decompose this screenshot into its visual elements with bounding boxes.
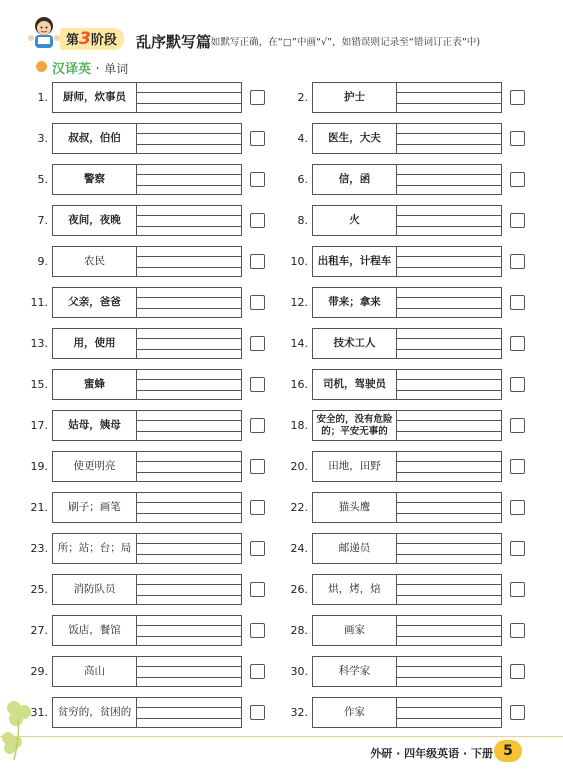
check-box[interactable] bbox=[250, 623, 265, 638]
chinese-word: 饭店，餐馆 bbox=[52, 615, 137, 646]
answer-lines[interactable] bbox=[137, 533, 242, 564]
item-number: 17. bbox=[30, 419, 48, 432]
vocab-item bbox=[22, 492, 282, 524]
answer-lines[interactable] bbox=[137, 246, 242, 277]
item-number: 19. bbox=[30, 460, 48, 473]
check-box[interactable] bbox=[510, 500, 525, 515]
vocab-item bbox=[22, 123, 282, 155]
item-number: 7. bbox=[37, 214, 48, 227]
check-box[interactable] bbox=[510, 418, 525, 433]
answer-lines[interactable] bbox=[397, 656, 502, 687]
chinese-word: 使更明亮 bbox=[52, 451, 137, 482]
student-mascot-icon bbox=[24, 12, 64, 52]
check-box[interactable] bbox=[510, 336, 525, 351]
item-number: 25. bbox=[30, 583, 48, 596]
chinese-word: 叔叔，伯伯 bbox=[52, 123, 137, 154]
stage-number: 3 bbox=[79, 29, 91, 49]
chinese-word: 医生，大夫 bbox=[312, 123, 397, 154]
vocab-item bbox=[282, 451, 542, 483]
chinese-word: 烘，烤，焙 bbox=[312, 574, 397, 605]
answer-lines[interactable] bbox=[397, 492, 502, 523]
item-number: 18. bbox=[290, 419, 308, 432]
vocab-item bbox=[282, 574, 542, 606]
vocab-item bbox=[282, 369, 542, 401]
check-box[interactable] bbox=[510, 459, 525, 474]
page-header bbox=[0, 0, 563, 56]
check-box[interactable] bbox=[510, 664, 525, 679]
chinese-word: 厨师，炊事员 bbox=[52, 82, 137, 113]
check-box[interactable] bbox=[250, 705, 265, 720]
check-box[interactable] bbox=[510, 295, 525, 310]
vocab-item bbox=[22, 451, 282, 483]
chinese-word: 火 bbox=[312, 205, 397, 236]
chinese-word: 农民 bbox=[52, 246, 137, 277]
answer-lines[interactable] bbox=[137, 328, 242, 359]
chinese-word: 护士 bbox=[312, 82, 397, 113]
vocab-item bbox=[282, 533, 542, 565]
item-number: 4. bbox=[297, 132, 308, 145]
vocab-item bbox=[22, 205, 282, 237]
answer-lines[interactable] bbox=[397, 533, 502, 564]
answer-lines[interactable] bbox=[137, 697, 242, 728]
vocab-item bbox=[22, 574, 282, 606]
answer-lines[interactable] bbox=[137, 492, 242, 523]
vocab-item bbox=[22, 533, 282, 565]
vocab-item bbox=[22, 369, 282, 401]
answer-lines[interactable] bbox=[397, 369, 502, 400]
answer-lines[interactable] bbox=[137, 451, 242, 482]
check-box[interactable] bbox=[510, 705, 525, 720]
check-box[interactable] bbox=[510, 582, 525, 597]
item-number: 5. bbox=[37, 173, 48, 186]
check-box[interactable] bbox=[510, 213, 525, 228]
vocab-item bbox=[22, 656, 282, 688]
item-number: 10. bbox=[290, 255, 308, 268]
chinese-word: 刷子；画笔 bbox=[52, 492, 137, 523]
item-number: 20. bbox=[290, 460, 308, 473]
answer-lines[interactable] bbox=[137, 82, 242, 113]
item-number: 29. bbox=[30, 665, 48, 678]
check-box[interactable] bbox=[250, 90, 265, 105]
check-box[interactable] bbox=[250, 213, 265, 228]
chinese-word: 画家 bbox=[312, 615, 397, 646]
check-box[interactable] bbox=[510, 623, 525, 638]
vocab-item bbox=[282, 697, 542, 729]
item-number: 21. bbox=[30, 501, 48, 514]
chinese-word: 猫头鹰 bbox=[312, 492, 397, 523]
subheader-main: 汉译英 bbox=[52, 62, 92, 77]
instructions: (如默写正确，在“□”中画“√”，如错误则记录至“错词订正表”中) bbox=[207, 37, 481, 48]
item-number: 1. bbox=[37, 91, 48, 104]
vocab-item bbox=[22, 328, 282, 360]
chinese-word: 信，函 bbox=[312, 164, 397, 195]
bullet-dot-icon bbox=[36, 61, 47, 72]
check-box[interactable] bbox=[510, 254, 525, 269]
answer-lines[interactable] bbox=[397, 328, 502, 359]
chinese-word: 安全的，没有危险的；平安无事的 bbox=[312, 410, 397, 441]
item-number: 31. bbox=[30, 706, 48, 719]
chinese-word: 贫穷的，贫困的 bbox=[52, 697, 137, 728]
chinese-word: 出租车，计程车 bbox=[312, 246, 397, 277]
chinese-word: 父亲，爸爸 bbox=[52, 287, 137, 318]
answer-lines[interactable] bbox=[397, 123, 502, 154]
vocab-item bbox=[282, 205, 542, 237]
stage-suffix: 阶段 bbox=[90, 33, 117, 48]
item-number: 27. bbox=[30, 624, 48, 637]
check-box[interactable] bbox=[250, 500, 265, 515]
subheader-type: 单词 bbox=[104, 62, 129, 76]
answer-lines[interactable] bbox=[137, 287, 242, 318]
answer-lines[interactable] bbox=[397, 287, 502, 318]
chinese-word: 作家 bbox=[312, 697, 397, 728]
item-number: 9. bbox=[37, 255, 48, 268]
chinese-word: 警察 bbox=[52, 164, 137, 195]
chinese-word: 技术工人 bbox=[312, 328, 397, 359]
vocab-item bbox=[282, 656, 542, 688]
chinese-word: 邮递员 bbox=[312, 533, 397, 564]
answer-lines[interactable] bbox=[397, 164, 502, 195]
chinese-word: 夜间，夜晚 bbox=[52, 205, 137, 236]
item-number: 16. bbox=[290, 378, 308, 391]
item-number: 23. bbox=[30, 542, 48, 555]
vocab-item bbox=[282, 410, 542, 442]
subheader bbox=[36, 58, 236, 76]
answer-lines[interactable] bbox=[137, 123, 242, 154]
vocab-item bbox=[22, 697, 282, 729]
answer-lines[interactable] bbox=[137, 410, 242, 441]
answer-lines[interactable] bbox=[137, 164, 242, 195]
check-box[interactable] bbox=[250, 377, 265, 392]
answer-lines[interactable] bbox=[137, 574, 242, 605]
answer-lines[interactable] bbox=[397, 205, 502, 236]
vocab-item bbox=[282, 246, 542, 278]
check-box[interactable] bbox=[510, 172, 525, 187]
check-box[interactable] bbox=[510, 90, 525, 105]
chinese-word: 所；站；台；局 bbox=[52, 533, 137, 564]
check-box[interactable] bbox=[510, 541, 525, 556]
vocab-item bbox=[282, 615, 542, 647]
item-number: 2. bbox=[297, 91, 308, 104]
answer-lines[interactable] bbox=[397, 410, 502, 441]
check-box[interactable] bbox=[250, 418, 265, 433]
check-box[interactable] bbox=[250, 295, 265, 310]
check-box[interactable] bbox=[250, 541, 265, 556]
item-number: 28. bbox=[290, 624, 308, 637]
chinese-word: 田地，田野 bbox=[312, 451, 397, 482]
answer-lines[interactable] bbox=[397, 615, 502, 646]
check-box[interactable] bbox=[510, 131, 525, 146]
stage-tag bbox=[60, 28, 124, 50]
answer-lines[interactable] bbox=[397, 574, 502, 605]
vocab-item bbox=[282, 328, 542, 360]
chinese-word: 蜜蜂 bbox=[52, 369, 137, 400]
vocab-item bbox=[22, 615, 282, 647]
item-number: 22. bbox=[290, 501, 308, 514]
item-number: 8. bbox=[297, 214, 308, 227]
check-box[interactable] bbox=[510, 377, 525, 392]
item-number: 6. bbox=[297, 173, 308, 186]
check-box[interactable] bbox=[250, 172, 265, 187]
chinese-word: 姑母，姨母 bbox=[52, 410, 137, 441]
check-box[interactable] bbox=[250, 582, 265, 597]
answer-lines[interactable] bbox=[397, 451, 502, 482]
answer-lines[interactable] bbox=[137, 369, 242, 400]
check-box[interactable] bbox=[250, 254, 265, 269]
book-title: 外研 · 四年级英语 · 下册 bbox=[370, 747, 493, 760]
clover-decoration-icon bbox=[0, 690, 40, 769]
check-box[interactable] bbox=[250, 664, 265, 679]
vocab-item bbox=[22, 164, 282, 196]
chinese-word: 司机，驾驶员 bbox=[312, 369, 397, 400]
check-box[interactable] bbox=[250, 459, 265, 474]
vocab-item bbox=[282, 123, 542, 155]
item-number: 14. bbox=[290, 337, 308, 350]
check-box[interactable] bbox=[250, 336, 265, 351]
vocab-item bbox=[282, 287, 542, 319]
vocab-item bbox=[22, 82, 282, 114]
answer-lines[interactable] bbox=[137, 656, 242, 687]
chinese-word: 消防队员 bbox=[52, 574, 137, 605]
page-number-badge: 5 bbox=[494, 740, 522, 762]
item-number: 12. bbox=[290, 296, 308, 309]
item-number: 30. bbox=[290, 665, 308, 678]
section-title: 乱序默写篇 bbox=[136, 33, 212, 51]
subheader-label bbox=[52, 58, 128, 77]
answer-lines[interactable] bbox=[397, 82, 502, 113]
answer-lines[interactable] bbox=[397, 697, 502, 728]
item-number: 15. bbox=[30, 378, 48, 391]
vocab-item bbox=[22, 246, 282, 278]
answer-lines[interactable] bbox=[137, 205, 242, 236]
vocab-item bbox=[282, 164, 542, 196]
item-number: 24. bbox=[290, 542, 308, 555]
item-number: 26. bbox=[290, 583, 308, 596]
item-number: 3. bbox=[37, 132, 48, 145]
vocab-item bbox=[282, 492, 542, 524]
subheader-separator: · bbox=[95, 62, 100, 77]
footer-divider bbox=[0, 736, 563, 737]
chinese-word: 带来；拿来 bbox=[312, 287, 397, 318]
vocab-item bbox=[22, 287, 282, 319]
answer-lines[interactable] bbox=[397, 246, 502, 277]
chinese-word: 科学家 bbox=[312, 656, 397, 687]
vocab-item bbox=[282, 82, 542, 114]
item-number: 11. bbox=[30, 296, 48, 309]
chinese-word: 高山 bbox=[52, 656, 137, 687]
check-box[interactable] bbox=[250, 131, 265, 146]
answer-lines[interactable] bbox=[137, 615, 242, 646]
item-number: 32. bbox=[290, 706, 308, 719]
chinese-word: 用，使用 bbox=[52, 328, 137, 359]
item-number: 13. bbox=[30, 337, 48, 350]
stage-prefix: 第 bbox=[66, 33, 80, 48]
vocab-item bbox=[22, 410, 282, 442]
